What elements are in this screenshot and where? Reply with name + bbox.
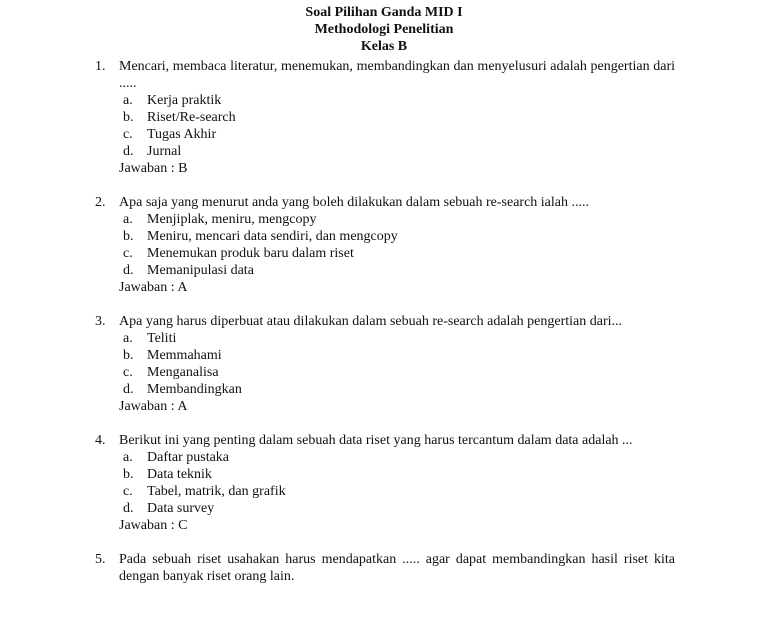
question-number: 1.: [95, 59, 106, 74]
document-class: Kelas B: [360, 39, 408, 54]
option-item: [0, 500, 768, 517]
option-letter: b.: [123, 467, 134, 482]
question-text: Apa saja yang menurut anda yang boleh dilakukan dalam sebuah re-search ialah .....: [119, 195, 589, 210]
question-list: [0, 58, 768, 585]
option-letter: a.: [123, 212, 133, 227]
option-item: [0, 347, 768, 364]
option-letter: d.: [123, 382, 134, 397]
option-item: [0, 449, 768, 466]
option-letter: c.: [123, 365, 133, 380]
question-number: 4.: [95, 433, 106, 448]
option-letter: a.: [123, 93, 133, 108]
option-letter: b.: [123, 229, 134, 244]
option-text: Riset/Re-search: [147, 110, 236, 125]
option-item: [0, 126, 768, 143]
option-list: [0, 330, 768, 398]
question-item: [0, 313, 768, 415]
document-title: Soal Pilihan Ganda MID I: [305, 5, 463, 20]
option-letter: d.: [123, 144, 134, 159]
option-item: [0, 364, 768, 381]
option-item: [0, 262, 768, 279]
option-letter: c.: [123, 127, 133, 142]
question-item: [0, 194, 768, 296]
option-item: [0, 483, 768, 500]
option-item: [0, 330, 768, 347]
question-text: Berikut ini yang penting dalam sebuah data riset yang harus tercantum dalam data adalah ...: [119, 433, 633, 448]
option-text: Tabel, matrik, dan grafik: [147, 484, 286, 499]
question-item: [0, 432, 768, 534]
option-text: Data teknik: [147, 467, 212, 482]
option-text: Memanipulasi data: [147, 263, 254, 278]
option-item: [0, 211, 768, 228]
document-subject: Methodologi Penelitian: [314, 22, 454, 37]
question-number: 5.: [95, 552, 106, 567]
option-item: [0, 381, 768, 398]
option-letter: d.: [123, 501, 134, 516]
option-letter: a.: [123, 450, 133, 465]
option-item: [0, 143, 768, 160]
question-text: Apa yang harus diperbuat atau dilakukan dalam sebuah re-search adalah pengertian dari...: [119, 314, 623, 329]
option-item: [0, 109, 768, 126]
option-text: Membandingkan: [147, 382, 242, 397]
option-item: [0, 245, 768, 262]
answer-key: Jawaban : C: [119, 518, 188, 533]
question-text: Pada sebuah riset usahakan harus mendapatkan ..... agar dapat membandingkan hasil riset kita dengan banyak riset orang lain.: [119, 552, 675, 584]
option-item: [0, 466, 768, 483]
option-letter: b.: [123, 348, 134, 363]
question-number: 2.: [95, 195, 106, 210]
document-header: [0, 0, 768, 55]
option-text: Menjiplak, meniru, mengcopy: [147, 212, 317, 227]
question-text: Mencari, membaca literatur, menemukan, membandingkan dan menyelusuri adalah pengertian dari .....: [119, 59, 675, 91]
option-text: Teliti: [147, 331, 177, 346]
option-item: [0, 228, 768, 245]
option-text: Data survey: [147, 501, 215, 516]
option-text: Daftar pustaka: [147, 450, 230, 465]
option-letter: a.: [123, 331, 133, 346]
option-letter: d.: [123, 263, 134, 278]
answer-key: Jawaban : A: [119, 399, 188, 414]
question-number: 3.: [95, 314, 106, 329]
option-letter: b.: [123, 110, 134, 125]
option-text: Memmahami: [147, 348, 222, 363]
option-text: Menganalisa: [147, 365, 219, 380]
option-text: Tugas Akhir: [147, 127, 217, 142]
option-list: [0, 449, 768, 517]
question-item: [0, 551, 768, 585]
option-letter: c.: [123, 484, 133, 499]
answer-key: Jawaban : A: [119, 280, 188, 295]
option-item: [0, 92, 768, 109]
option-text: Meniru, mencari data sendiri, dan mengcopy: [147, 229, 398, 244]
option-list: [0, 211, 768, 279]
option-text: Kerja praktik: [147, 93, 222, 108]
answer-key: Jawaban : B: [119, 161, 188, 176]
option-list: [0, 92, 768, 160]
option-letter: c.: [123, 246, 133, 261]
option-text: Jurnal: [147, 144, 182, 159]
option-text: Menemukan produk baru dalam riset: [147, 246, 354, 261]
question-item: [0, 58, 768, 177]
